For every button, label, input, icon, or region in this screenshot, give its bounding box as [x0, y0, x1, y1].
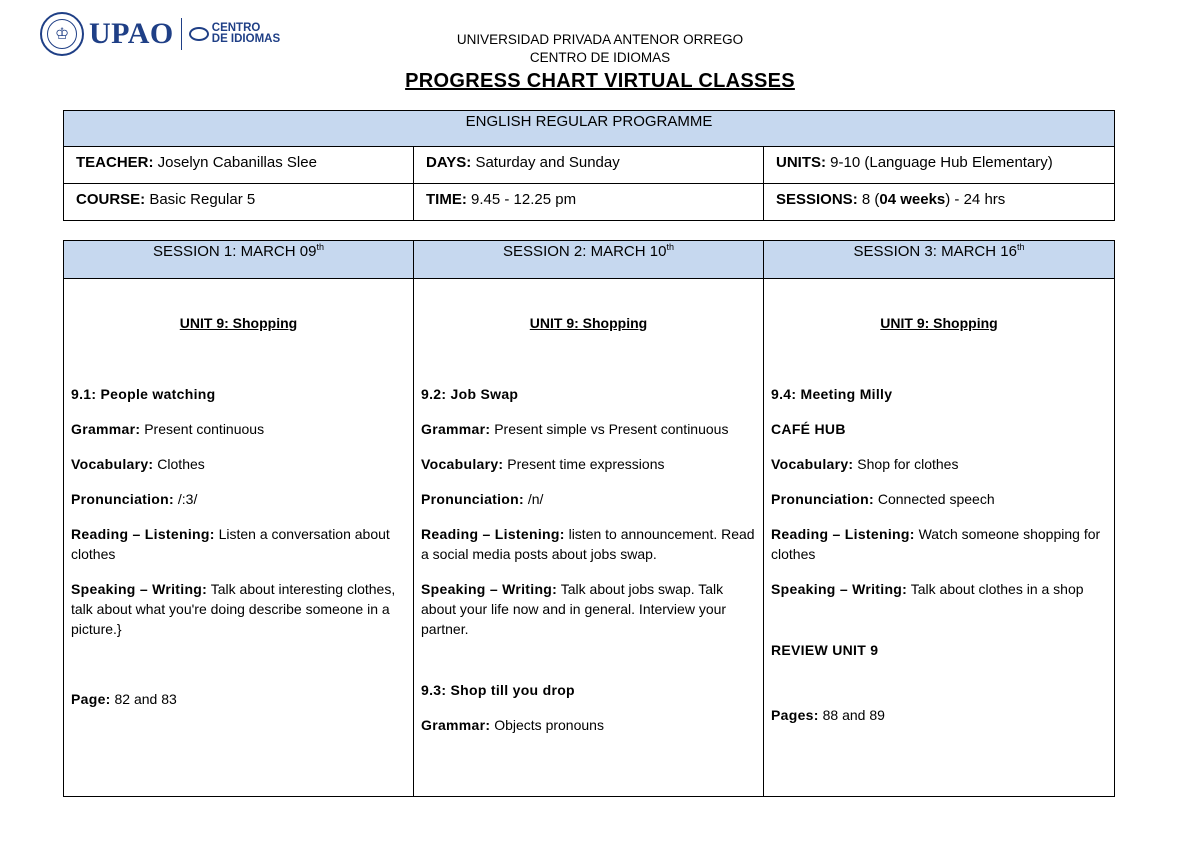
unit-title: UNIT 9: Shopping [529, 315, 648, 331]
university-name: UNIVERSIDAD PRIVADA ANTENOR ORREGO [456, 32, 744, 47]
speaking-line: Speaking – Writing: Talk about interesting clothes, talk about what you're doing describe someone in a picture.} [71, 581, 396, 637]
days-cell: DAYS: Saturday and Sunday [414, 147, 764, 184]
unit-title: UNIT 9: Shopping [179, 315, 298, 331]
logo-subtext: CENTRO DE IDIOMAS [211, 22, 281, 45]
pages-line: Pages: 88 and 89 [771, 707, 885, 723]
lesson-title: 9.1: People watching [71, 386, 216, 402]
logo-text: UPAO [89, 17, 174, 50]
session-1-content [64, 279, 414, 797]
speaking-line: Speaking – Writing: Talk about clothes in a shop [771, 581, 1084, 597]
units-cell: UNITS: 9-10 (Language Hub Elementary) [764, 147, 1115, 184]
page-line: Page: 82 and 83 [71, 691, 177, 707]
grammar-line: Grammar: Present continuous [71, 421, 265, 437]
university-seal-icon: ♔ [40, 12, 84, 56]
vocabulary-line: Vocabulary: Shop for clothes [771, 456, 959, 472]
lesson-title: 9.2: Job Swap [421, 386, 519, 402]
grammar-line-2: Grammar: Objects pronouns [421, 717, 604, 733]
session-2-heading: SESSION 2: MARCH 10th [414, 241, 764, 279]
vocabulary-line: Vocabulary: Clothes [71, 456, 205, 472]
unit-title: UNIT 9: Shopping [880, 315, 998, 331]
session-2-content [414, 279, 764, 797]
reading-line: Reading – Listening: Watch someone shopping for clothes [771, 526, 1101, 562]
grammar-line: Grammar: Present simple vs Present continuous [421, 421, 729, 437]
speaking-line: Speaking – Writing: Talk about jobs swap. Talk about your life now and in general. Interview your partner. [421, 581, 727, 637]
course-info-table [63, 110, 1115, 221]
reading-line: Reading – Listening: listen to announcement. Read a social media posts about jobs swap. [421, 526, 755, 562]
time-cell: TIME: 9.45 - 12.25 pm [414, 184, 764, 221]
lesson-title-2: 9.3: Shop till you drop [421, 682, 575, 698]
review-title: REVIEW UNIT 9 [771, 642, 879, 658]
sessions-cell: SESSIONS: 8 (04 weeks) - 24 hrs [764, 184, 1115, 221]
session-3-content [764, 279, 1115, 797]
reading-line: Reading – Listening: Listen a conversation about clothes [71, 526, 390, 562]
session-3-heading: SESSION 3: MARCH 16th [764, 241, 1115, 279]
programme-title: ENGLISH REGULAR PROGRAMME [64, 111, 1115, 147]
teacher-cell: TEACHER: Joselyn Cabanillas Slee [64, 147, 414, 184]
pronunciation-line: Pronunciation: /:3/ [71, 491, 198, 507]
pronunciation-line: Pronunciation: /n/ [421, 491, 544, 507]
cafe-hub-title: CAFÉ HUB [771, 421, 846, 437]
sessions-table [63, 240, 1115, 797]
session-1-heading: SESSION 1: MARCH 09th [64, 241, 414, 279]
pronunciation-line: Pronunciation: Connected speech [771, 491, 995, 507]
vocabulary-line: Vocabulary: Present time expressions [421, 456, 665, 472]
lesson-title: 9.4: Meeting Milly [771, 386, 893, 402]
centre-name: CENTRO DE IDIOMAS [529, 50, 671, 65]
course-cell: COURSE: Basic Regular 5 [64, 184, 414, 221]
page-title: PROGRESS CHART VIRTUAL CLASSES [405, 70, 795, 92]
